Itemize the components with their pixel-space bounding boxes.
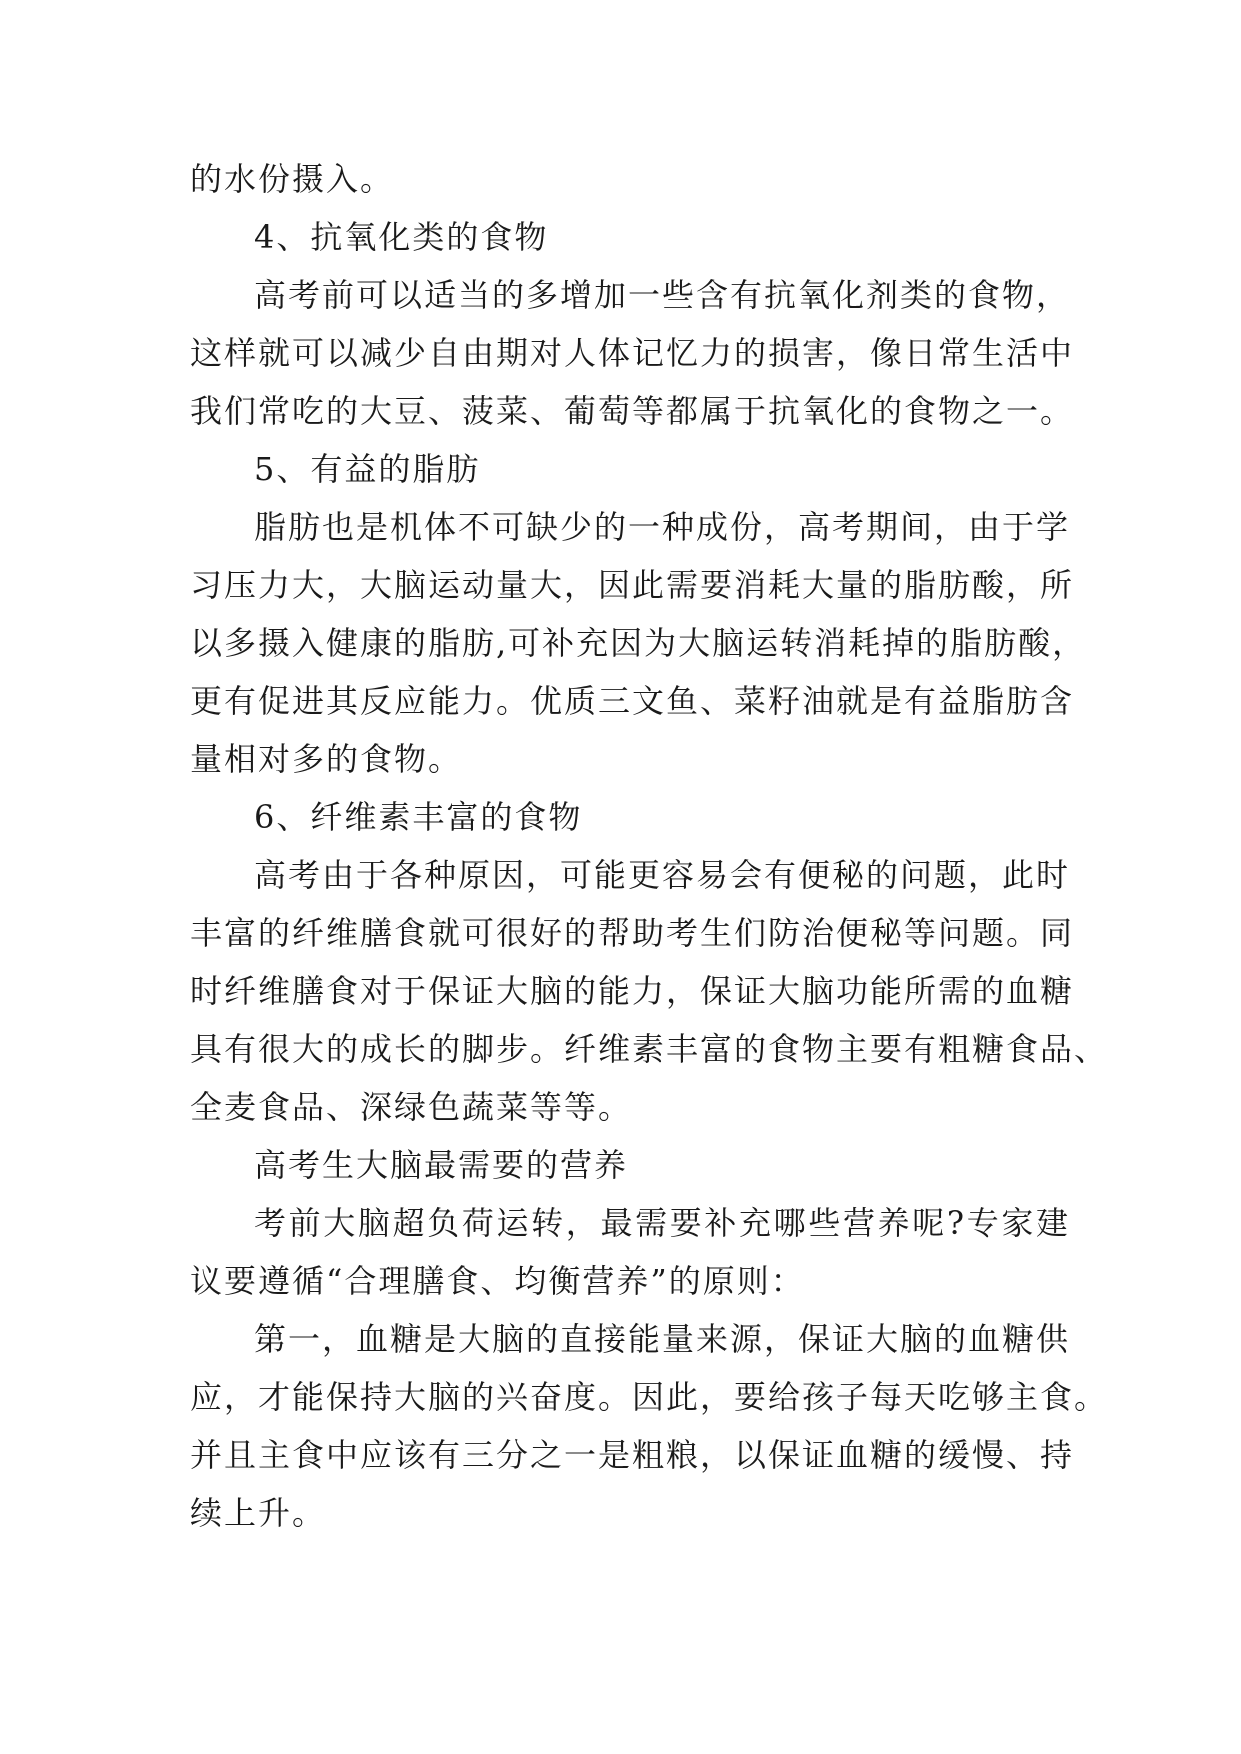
- paragraph-line-indented: 高考前可以适当的多增加一些含有抗氧化剂类的食物，: [254, 276, 1071, 314]
- paragraph-line-indented: 高考生大脑最需要的营养: [254, 1146, 629, 1184]
- paragraph-line-indented: 5、有益的脂肪: [254, 450, 481, 488]
- paragraph-line: 应，才能保持大脑的兴奋度。因此，要给孩子每天吃够主食。: [190, 1378, 1109, 1416]
- document-body: [190, 150, 1109, 1542]
- paragraph-line-indented: 脂肪也是机体不可缺少的一种成份，高考期间，由于学: [254, 508, 1071, 546]
- paragraph-line: 并且主食中应该有三分之一是粗粮，以保证血糖的缓慢、持: [190, 1436, 1075, 1474]
- paragraph-line: 全麦食品、深绿色蔬菜等等。: [190, 1088, 633, 1126]
- paragraph-line: 续上升。: [190, 1494, 327, 1532]
- paragraph-line: 更有促进其反应能力。优质三文鱼、菜籽油就是有益脂肪含: [190, 682, 1075, 720]
- paragraph-line-indented: 4、抗氧化类的食物: [254, 218, 549, 256]
- paragraph-line: 我们常吃的大豆、菠菜、葡萄等都属于抗氧化的食物之一。: [190, 392, 1075, 430]
- paragraph-line: 以多摄入健康的脂肪,可补充因为大脑运转消耗掉的脂肪酸，: [190, 624, 1087, 662]
- paragraph-line: 的水份摄入。: [190, 160, 395, 198]
- paragraph-line: 议要遵循“合理膳食、均衡营养”的原则：: [190, 1262, 805, 1300]
- paragraph-line: 习压力大，大脑运动量大，因此需要消耗大量的脂肪酸，所: [190, 566, 1075, 604]
- paragraph-line-indented: 考前大脑超负荷运转，最需要补充哪些营养呢?专家建: [254, 1204, 1070, 1242]
- paragraph-line: 丰富的纤维膳食就可很好的帮助考生们防治便秘等问题。同: [190, 914, 1075, 952]
- paragraph-line-indented: 高考由于各种原因，可能更容易会有便秘的问题，此时: [254, 856, 1071, 894]
- paragraph-line: 这样就可以减少自由期对人体记忆力的损害，像日常生活中: [190, 334, 1075, 372]
- paragraph-line: 具有很大的成长的脚步。纤维素丰富的食物主要有粗糖食品、: [190, 1030, 1109, 1068]
- paragraph-line-indented: 第一，血糖是大脑的直接能量来源，保证大脑的血糖供: [254, 1320, 1071, 1358]
- paragraph-line: 时纤维膳食对于保证大脑的能力，保证大脑功能所需的血糖: [190, 972, 1075, 1010]
- paragraph-line: 量相对多的食物。: [190, 740, 463, 778]
- paragraph-line-indented: 6、纤维素丰富的食物: [254, 798, 583, 836]
